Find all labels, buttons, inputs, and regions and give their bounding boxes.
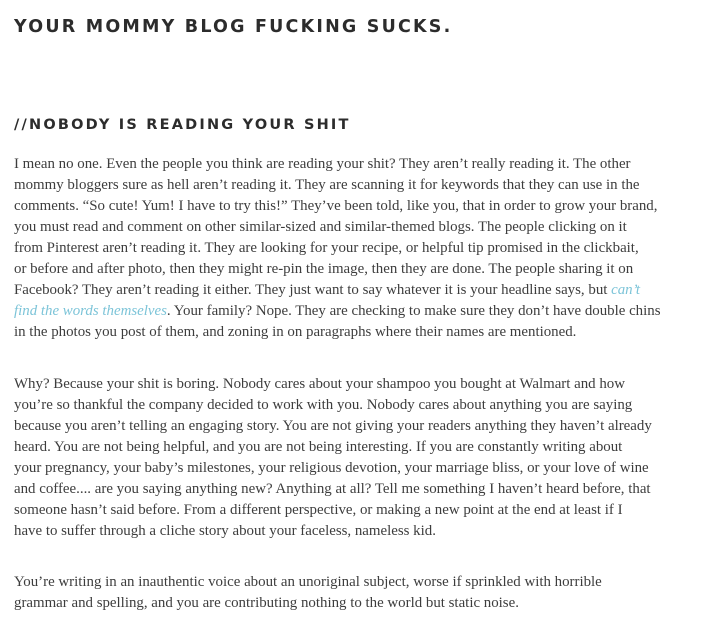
paragraph-2	[14, 374, 704, 542]
paragraph-line: your pregnancy, your baby’s milestones, your religious devotion, your marriage bliss, or your love of wine	[14, 460, 649, 476]
paragraph-line: I mean no one. Even the people you think are reading your shit? They aren’t really reading it. The other	[14, 156, 631, 172]
paragraph-line	[14, 280, 704, 301]
paragraph-line: from Pinterest aren’t reading it. They are looking for your recipe, or helpful tip promised in the clickbait,	[14, 240, 639, 256]
paragraph-text: . Your family? Nope. They are checking to make sure they don’t have double chins	[166, 303, 661, 319]
paragraph-line: or before and after photo, then they might re-pin the image, then they are done. The people sharing it on	[14, 261, 634, 277]
paragraph-line: Why? Because your shit is boring. Nobody cares about your shampoo you bought at Walmart and how	[14, 376, 625, 392]
paragraph-line: and coffee.... are you saying anything new? Anything at all? Tell me something I haven’t heard before, that	[14, 481, 651, 497]
section-heading: //NOBODY IS READING YOUR SHIT	[14, 117, 351, 133]
paragraph-line: comments. “So cute! Yum! I have to try this!” They’ve been told, like you, that in order to grow your brand,	[14, 198, 658, 214]
paragraph-line: You’re writing in an inauthentic voice about an unoriginal subject, worse if sprinkled with horrible	[14, 574, 602, 590]
paragraph-line: someone hasn’t said before. From a different perspective, or making a new point at the end at least if I	[14, 502, 623, 518]
paragraph-line: you must read and comment on other similar-sized and similar-themed blogs. The people clicking on it	[14, 219, 627, 235]
inline-link-part1[interactable]: can’t	[611, 282, 641, 298]
paragraph-3	[14, 572, 704, 614]
inline-link-part2[interactable]: find the words themselves	[14, 303, 167, 319]
post-title: YOUR MOMMY BLOG FUCKING SUCKS.	[14, 17, 453, 37]
paragraph-line	[14, 301, 704, 322]
paragraph-line: in the photos you post of them, and zoning in on paragraphs where their names are mentioned.	[14, 324, 577, 340]
paragraph-text: Facebook? They aren’t reading it either. They just want to say whatever it is your headline says, but	[14, 282, 612, 298]
paragraph-line: have to suffer through a cliche story about your faceless, nameless kid.	[14, 523, 436, 539]
paragraph-line: heard. You are not being helpful, and you are not being interesting. If you are constantly writing about	[14, 439, 623, 455]
paragraph-1	[14, 154, 704, 343]
paragraph-line: because you aren’t telling an engaging story. You are not giving your readers anything they haven’t already	[14, 418, 652, 434]
paragraph-line: you’re so thankful the company decided to work with you. Nobody cares about anything you are saying	[14, 397, 633, 413]
paragraph-line: grammar and spelling, and you are contributing nothing to the world but static noise.	[14, 595, 519, 611]
paragraph-line: mommy bloggers sure as hell aren’t reading it. They are scanning it for keywords that they can use in the	[14, 177, 640, 193]
